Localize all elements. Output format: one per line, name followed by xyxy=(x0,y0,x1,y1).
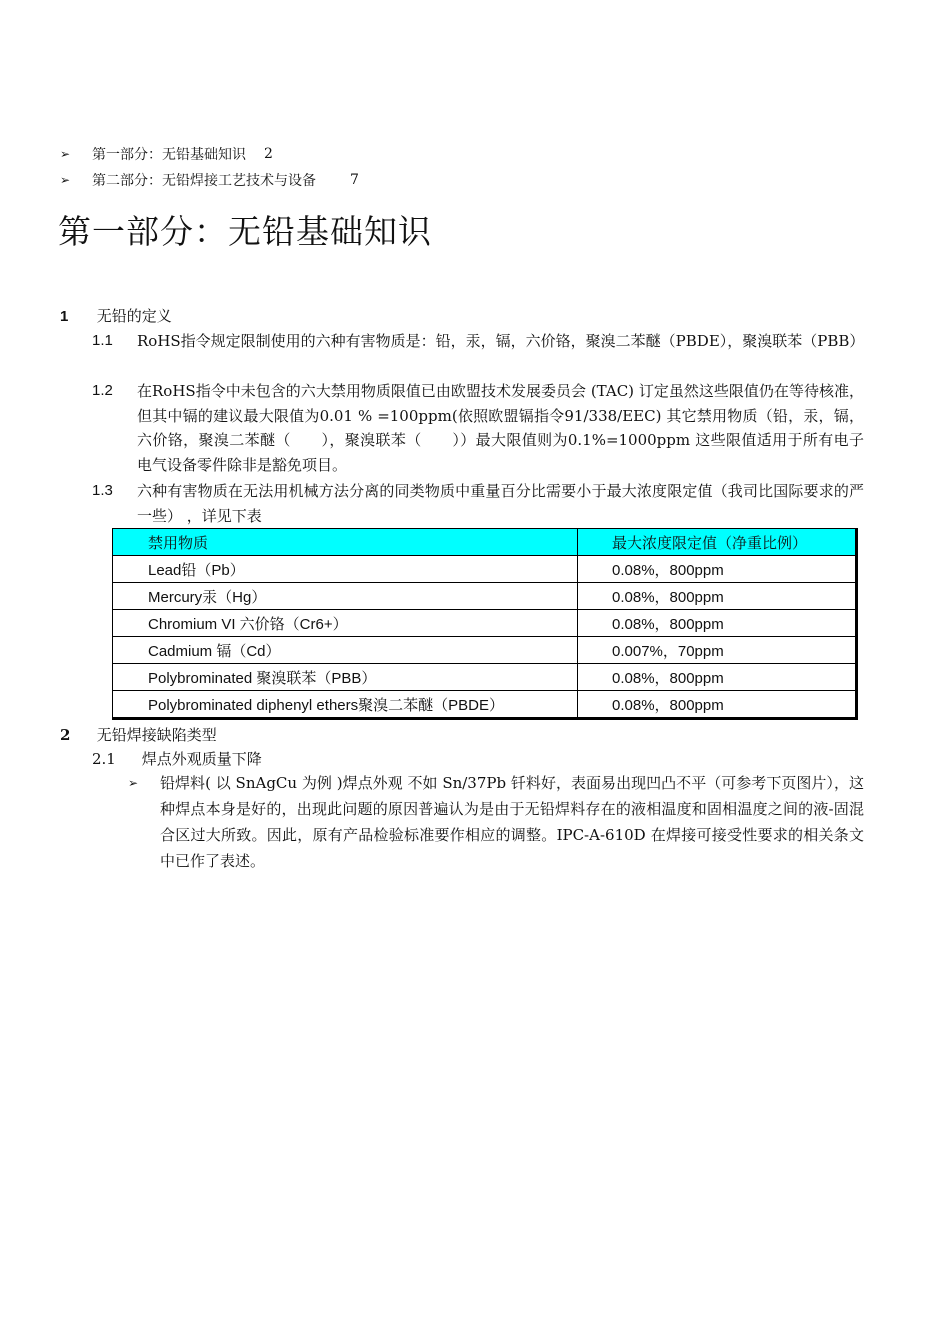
substance-cell: Mercury汞（Hg） xyxy=(113,583,578,610)
section-heading-2 xyxy=(60,724,217,745)
section-label: 无铅焊接缺陷类型 xyxy=(96,726,217,744)
section-number: 1 xyxy=(60,308,69,325)
subsection-number: 1.3 xyxy=(92,482,113,499)
toc-item[interactable] xyxy=(60,167,359,193)
subsection-number: 1.2 xyxy=(92,382,113,399)
substance-cell: Lead铅（Pb） xyxy=(113,556,578,583)
table-of-contents xyxy=(60,141,359,193)
subsection-label: 焊点外观质量下降 xyxy=(141,750,262,768)
subsection-number: 2.1 xyxy=(92,750,116,768)
column-header: 禁用物质 xyxy=(113,529,578,556)
arrow-bullet-icon: ➢ xyxy=(60,173,71,187)
substance-cell: Cadmium 镉（Cd） xyxy=(113,637,578,664)
table-row xyxy=(113,664,857,691)
table-row xyxy=(113,691,857,719)
section-label: 无铅的定义 xyxy=(96,307,172,325)
subsection-1-3 xyxy=(92,479,864,528)
table-row xyxy=(113,610,857,637)
toc-page-number: 7 xyxy=(350,172,359,188)
toc-item[interactable] xyxy=(60,141,359,167)
limit-cell: 0.08%，800ppm xyxy=(578,610,857,637)
subsection-text: 在RoHS指令中未包含的六大禁用物质限值已由欧盟技术发展委员会 (TAC) 订定虽然这些限值仍在等待核准，但其中镉的建议最大限值为0.01 % =100ppm(依照欧盟镉指令91/338/EEC) 其它禁用物质（铅，汞，镉，六价铬，聚溴二苯醚（ ），聚溴联苯（ ））最大限值则为0.1%=1000ppm 这些限值适用于所有电子电气设备零件除非是豁免项目。 xyxy=(137,382,864,474)
arrow-bullet-icon: ➢ xyxy=(128,776,139,790)
bullet-paragraph xyxy=(128,770,864,874)
table-row xyxy=(113,637,857,664)
limit-cell: 0.08%，800ppm xyxy=(578,556,857,583)
arrow-bullet-icon: ➢ xyxy=(60,147,71,161)
subsection-1-2 xyxy=(92,379,864,477)
subsection-2-1 xyxy=(92,748,262,769)
toc-page-number: 2 xyxy=(264,146,273,162)
page-title: 第一部分：无铅基础知识 xyxy=(58,212,432,251)
subsection-text: 六种有害物质在无法用机械方法分离的同类物质中重量百分比需要小于最大浓度限定值（我司比国际要求的严一些） ，详见下表 xyxy=(137,482,864,525)
substance-cell: Polybrominated diphenyl ethers聚溴二苯醚（PBDE） xyxy=(113,691,578,719)
column-header: 最大浓度限定值（净重比例） xyxy=(578,529,857,556)
subsection-number: 1.1 xyxy=(92,332,113,349)
section-number: 2 xyxy=(60,726,71,744)
subsection-text: RoHS指令规定限制使用的六种有害物质是：铅，汞，镉，六价铬，聚溴二苯醚（PBDE），聚溴联苯（PBB） xyxy=(137,332,865,350)
substance-cell: Polybrominated 聚溴联苯（PBB） xyxy=(113,664,578,691)
limit-cell: 0.007%，70ppm xyxy=(578,637,857,664)
section-heading-1 xyxy=(60,305,172,326)
substance-cell: Chromium VI 六价铬（Cr6+） xyxy=(113,610,578,637)
substance-limit-table xyxy=(112,528,858,720)
limit-cell: 0.08%，800ppm xyxy=(578,664,857,691)
table-header-row xyxy=(113,529,857,556)
toc-label: 第二部分：无铅焊接工艺技术与设备 xyxy=(92,173,316,189)
paragraph-text: 铅焊料( 以 SnAgCu 为例 )焊点外观 不如 Sn/37Pb 钎料好，表面易出现凹凸不平（可参考下页图片），这种焊点本身是好的，出现此问题的原因普遍认为是由于无铅焊料存在的液相温度和固相温度之间的液-固混合区过大所致。因此，原有产品检验标准要作相应的调整。IPC-A-610D 在焊接可接受性要求的相关条文中已作了表述。 xyxy=(160,774,864,870)
table-row xyxy=(113,583,857,610)
table-row xyxy=(113,556,857,583)
toc-label: 第一部分：无铅基础知识 xyxy=(92,147,246,163)
limit-cell: 0.08%，800ppm xyxy=(578,583,857,610)
subsection-1-1 xyxy=(92,329,864,354)
limit-cell: 0.08%，800ppm xyxy=(578,691,857,719)
